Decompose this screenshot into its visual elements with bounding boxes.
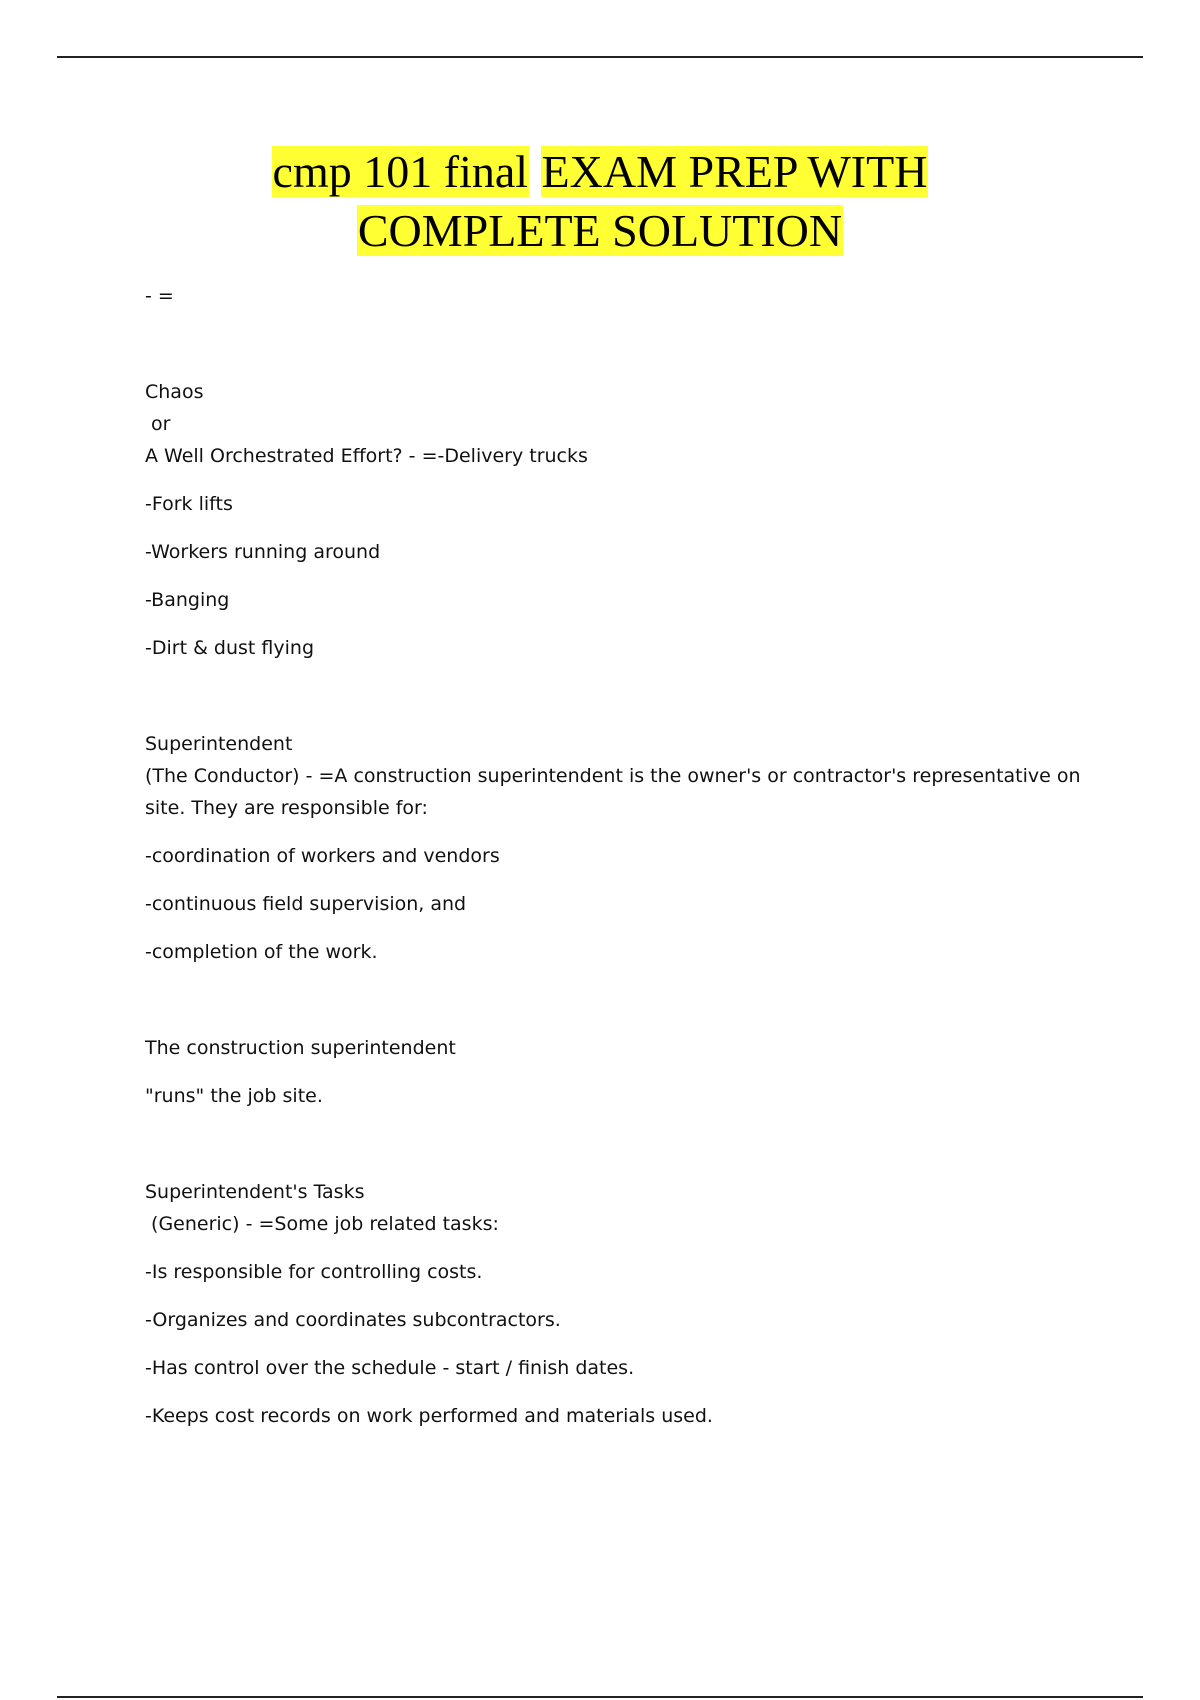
text-line: or — [145, 413, 171, 435]
text-line: - = — [145, 285, 174, 307]
list-item: -Has control over the schedule - start / finish dates. — [145, 1357, 635, 1379]
card-term: Superintendent's Tasks — [145, 1181, 365, 1203]
list-item: -Keeps cost records on work performed and materials used. — [145, 1405, 713, 1427]
text-line: (Generic) - =Some job related tasks: — [145, 1213, 499, 1235]
list-item: -continuous field supervision, and — [145, 893, 467, 915]
card-term: Chaos — [145, 381, 204, 403]
header-rule — [57, 56, 1143, 58]
text-line: "runs" the job site. — [145, 1085, 323, 1107]
list-item: -coordination of workers and vendors — [145, 845, 500, 867]
card-term: The construction superintendent — [145, 1037, 456, 1059]
text-line: (The Conductor) - =A construction superintendent is the owner's or contractor's representative on site. They are responsible for: — [145, 765, 1081, 819]
footer-rule — [57, 1696, 1143, 1698]
card-term: Superintendent — [145, 733, 293, 755]
text-line: A Well Orchestrated Effort? - =-Delivery trucks — [145, 445, 588, 467]
list-item: -Fork lifts — [145, 493, 233, 515]
list-item: -completion of the work. — [145, 941, 378, 963]
title-part-2: EXAM PREP WITH — [541, 146, 928, 197]
document-title — [0, 142, 1200, 260]
list-item: -Workers running around — [145, 541, 381, 563]
title-part-3: COMPLETE SOLUTION — [357, 205, 843, 256]
list-item: -Banging — [145, 589, 230, 611]
list-item: -Dirt & dust flying — [145, 637, 315, 659]
title-part-1: cmp 101 final — [272, 146, 529, 197]
list-item: -Is responsible for controlling costs. — [145, 1261, 483, 1283]
list-item: -Organizes and coordinates subcontractors. — [145, 1309, 561, 1331]
document-body — [145, 280, 1095, 1432]
